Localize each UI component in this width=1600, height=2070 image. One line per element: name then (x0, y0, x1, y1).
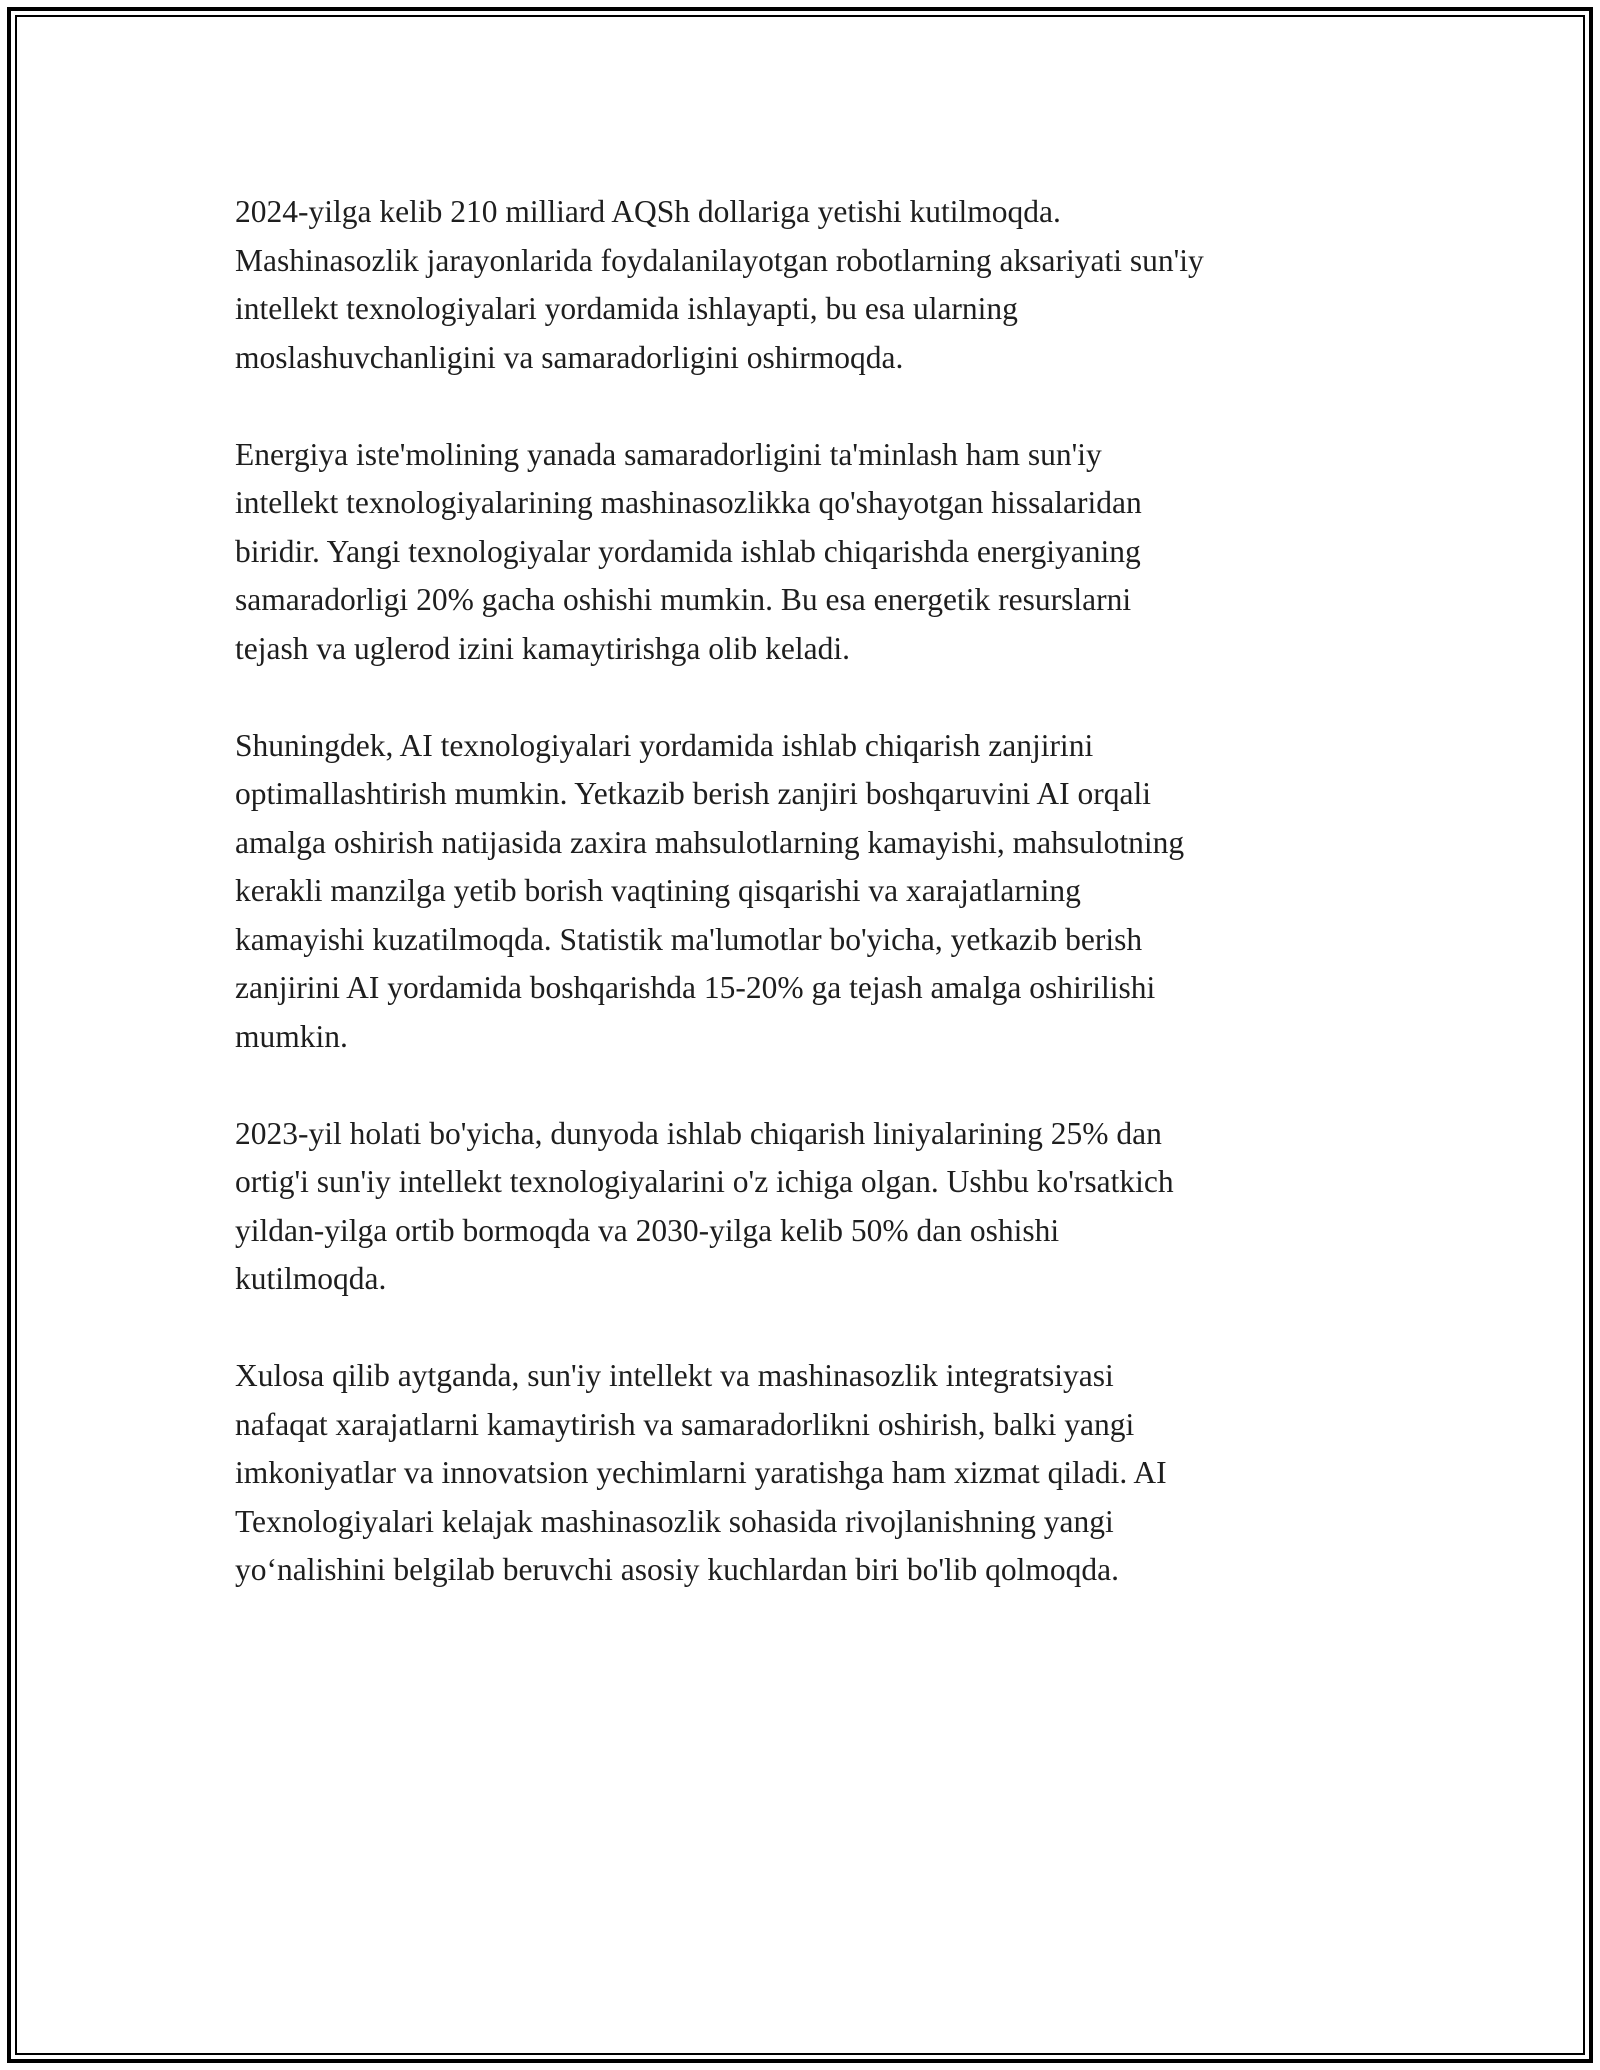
paragraph-market-forecast: 2024-yilga kelib 210 milliard AQSh dollariga yetishi kutilmoqda. Mashinasozlik jarayonlarida foydalanilayotgan robotlarning aksariyati sun'iy intellekt texnologiyalari yordamida ishlayapti, bu esa ularning moslashuvchanligini va samaradorligini oshirmoqda. (235, 194, 1204, 375)
paragraph-production-lines: 2023-yil holati bo'yicha, dunyoda ishlab chiqarish liniyalarining 25% dan ortig'i sun'iy intellekt texnologiyalarini o'z ichiga olgan. Ushbu ko'rsatkich yildan-yilga ortib bormoqda va 2030-yilga kelib 50% dan oshishi kutilmoqda. (235, 1115, 1174, 1296)
paragraph-energy-efficiency: Energiya iste'molining yanada samaradorligini ta'minlash ham sun'iy intellekt texnologiyalarining mashinasozlikka qo'shayotgan hissalaridan biridir. Yangi texnologiyalar yordamida ishlab chiqarishda energiyaning samaradorligi 20% gacha oshishi mumkin. Bu esa energetik resurslarni tejash va uglerod izini kamaytirishga olib keladi. (235, 436, 1142, 666)
paragraph-supply-chain: Shuningdek, AI texnologiyalari yordamida ishlab chiqarish zanjirini optimallashtirish mumkin. Yetkazib berish zanjiri boshqaruvini AI orqali amalga oshirish natijasida zaxira mahsulotlarning kamayishi, mahsulotning kerakli manzilga yetib borish vaqtining qisqarishi va xarajatlarning kamayishi kuzatilmoqda. Statistik ma'lumotlar bo'yicha, yetkazib berish zanjirini AI yordamida boshqarishda 15-20% ga tejash amalga oshirilishi mumkin. (235, 727, 1185, 1054)
document-body (235, 188, 1375, 1595)
paragraph-conclusion: Xulosa qilib aytganda, sun'iy intellekt va mashinasozlik integratsiyasi nafaqat xarajatlarni kamaytirish va samaradorlikni oshirish, balki yangi imkoniyatlar va innovatsion yechimlarni yaratishga ham xizmat qiladi. AI Texnologiyalari kelajak mashinasozlik sohasida rivojlanishning yangi yo‘nalishini belgilab beruvchi asosiy kuchlardan biri bo'lib qolmoqda. (235, 1358, 1167, 1587)
